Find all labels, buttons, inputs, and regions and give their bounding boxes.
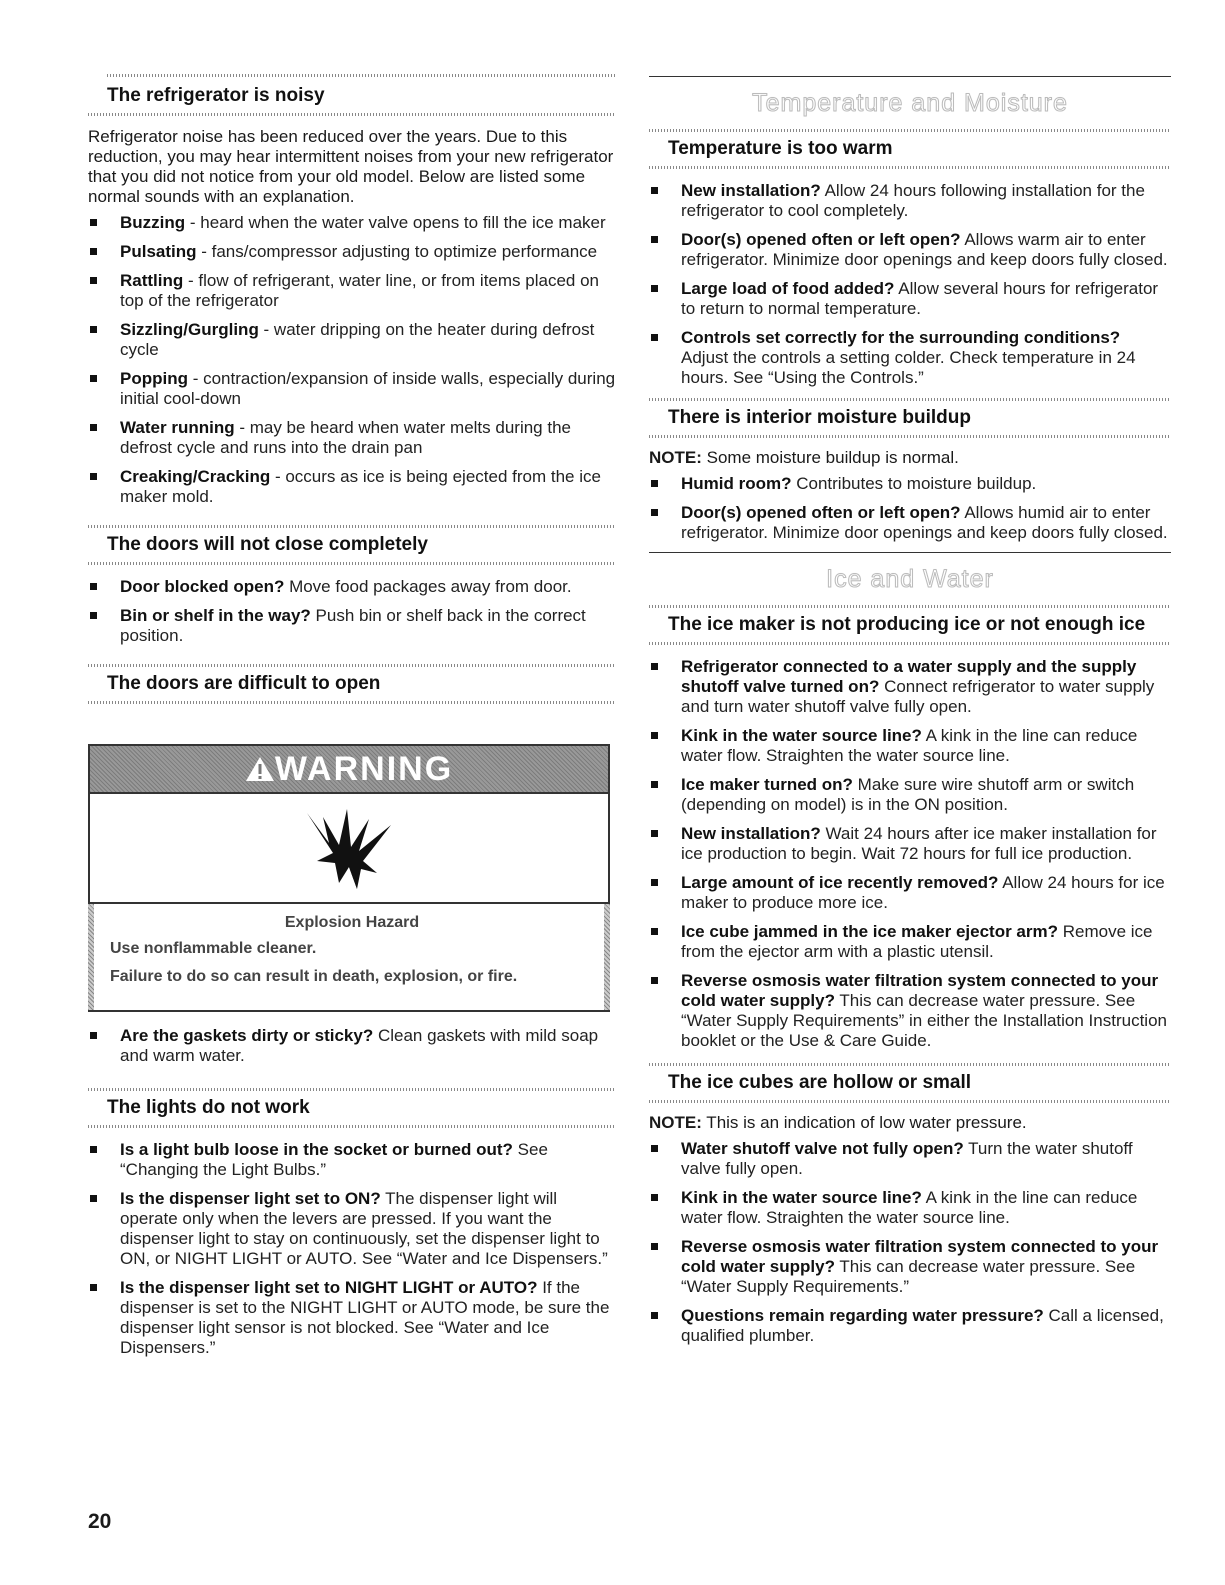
dotted-rule — [88, 562, 616, 565]
warning-body — [90, 904, 608, 1010]
noisy-list — [88, 213, 616, 507]
list-item: New installation? Wait 24 hours after ice maker installation for ice production to begin. Wait 72 hours for full ice production. — [649, 824, 1171, 864]
list-item: Water shutoff valve not fully open? Turn the water shutoff valve fully open. — [649, 1139, 1171, 1179]
page-number: 20 — [88, 1510, 112, 1533]
list-item: Refrigerator connected to a water supply and the supply shutoff valve turned on? Connect refrigerator to water supply and turn water shutoff valve fully open. — [649, 657, 1171, 717]
icemaker-list — [649, 657, 1171, 1051]
list-item: Large amount of ice recently removed? Allow 24 hours for ice maker to produce more ice. — [649, 873, 1171, 913]
lights-list — [88, 1140, 616, 1358]
list-item: Are the gaskets dirty or sticky? Clean gaskets with mild soap and warm water. — [88, 1026, 616, 1066]
dotted-rule — [649, 642, 1171, 645]
list-item: Popping - contraction/expansion of inside walls, especially during initial cool-down — [88, 369, 616, 409]
warning-line-2: Failure to do so can result in death, explosion, or fire. — [110, 968, 518, 985]
list-item: Is a light bulb loose in the socket or burned out? See “Changing the Light Bulbs.” — [88, 1140, 616, 1180]
list-item: Water running - may be heard when water melts during the defrost cycle and runs into the drain pan — [88, 418, 616, 458]
moisture-note: NOTE: Some moisture buildup is normal. — [649, 448, 959, 467]
list-item: Kink in the water source line? A kink in the line can reduce water flow. Straighten the water source line. — [649, 1188, 1171, 1228]
category-band-ice — [649, 552, 1171, 605]
warning-triangle-icon — [245, 755, 275, 783]
dotted-rule — [649, 166, 1171, 169]
dotted-rule — [649, 435, 1171, 438]
section-title-doors-close: The doors will not close completely — [107, 534, 428, 555]
section-header — [88, 77, 616, 113]
list-item: Rattling - flow of refrigerant, water line, or from items placed on top of the refrigerator — [88, 271, 616, 311]
warning-pictogram — [90, 794, 608, 904]
list-item: Door(s) opened often or left open? Allows humid air to enter refrigerator. Minimize door openings and keep doors fully closed. — [649, 503, 1171, 543]
section-title-hollow: The ice cubes are hollow or small — [668, 1072, 972, 1093]
list-item: Creaking/Cracking - occurs as ice is being ejected from the ice maker mold. — [88, 467, 616, 507]
list-item: Buzzing - heard when the water valve opens to fill the ice maker — [88, 213, 616, 233]
list-item: Humid room? Contributes to moisture buildup. — [649, 474, 1171, 494]
warning-word: WARNING — [274, 749, 454, 788]
warning-header — [90, 746, 608, 794]
warning-box — [88, 744, 610, 1012]
category-band-temperature — [649, 76, 1171, 129]
section-title-doors-open: The doors are difficult to open — [107, 673, 381, 694]
warning-line-1: Use nonflammable cleaner. — [110, 940, 317, 957]
section-header — [88, 528, 616, 562]
list-item: Ice cube jammed in the ice maker ejector arm? Remove ice from the ejector arm with a plastic utensil. — [649, 922, 1171, 962]
dotted-rule — [649, 1100, 1171, 1103]
section-title-moisture: There is interior moisture buildup — [668, 407, 971, 428]
section-title-warm: Temperature is too warm — [668, 138, 893, 159]
left-column — [88, 0, 616, 1367]
warning-hazard: Explosion Hazard — [284, 914, 420, 931]
category-title: Ice and Water — [826, 564, 994, 593]
list-item: Reverse osmosis water filtration system connected to your cold water supply? This can decrease water pressure. See “Water Supply Requirements.” — [649, 1237, 1171, 1297]
list-item: Is the dispenser light set to ON? The dispenser light will operate only when the levers are pressed. If you want the dispenser light to stay on continuously, set the dispenser light to ON, or NIGHT LIGHT or AUTO. See “Water and Ice Dispensers.” — [88, 1189, 616, 1269]
hollow-list — [649, 1139, 1171, 1346]
doors-close-list — [88, 577, 616, 646]
section-header — [649, 132, 1171, 166]
moisture-list — [649, 474, 1171, 543]
list-item: Sizzling/Gurgling - water dripping on the heater during defrost cycle — [88, 320, 616, 360]
hollow-note: NOTE: This is an indication of low water pressure. — [649, 1113, 1027, 1132]
right-column — [649, 0, 1171, 1355]
list-item: Questions remain regarding water pressure? Call a licensed, qualified plumber. — [649, 1306, 1171, 1346]
list-item: Reverse osmosis water filtration system connected to your cold water supply? This can decrease water pressure. See “Water Supply Requirements” in either the Installation Instruction booklet or the Use & Care Guide. — [649, 971, 1171, 1051]
dotted-rule — [88, 1125, 616, 1128]
dotted-rule — [88, 701, 616, 704]
list-item: New installation? Allow 24 hours following installation for the refrigerator to cool completely. — [649, 181, 1171, 221]
section-header — [88, 1091, 616, 1125]
section-title-lights: The lights do not work — [107, 1097, 310, 1118]
section-header — [649, 401, 1171, 435]
noisy-intro: Refrigerator noise has been reduced over the years. Due to this reduction, you may hear intermittent noises from your new refrigerator that you did not notice from your old model. Below are listed some normal sounds with an explanation. — [88, 127, 614, 206]
list-item: Controls set correctly for the surrounding conditions? Adjust the controls a setting colder. Check temperature in 24 hours. See “Using the Controls.” — [649, 328, 1171, 388]
list-item: Kink in the water source line? A kink in the line can reduce water flow. Straighten the water source line. — [649, 726, 1171, 766]
dotted-rule — [88, 113, 616, 116]
list-item: Ice maker turned on? Make sure wire shutoff arm or switch (depending on model) is in the ON position. — [649, 775, 1171, 815]
section-header — [649, 1066, 1171, 1100]
section-title-noisy: The refrigerator is noisy — [107, 85, 325, 106]
list-item: Pulsating - fans/compressor adjusting to optimize performance — [88, 242, 616, 262]
section-header — [88, 667, 616, 701]
warm-list — [649, 181, 1171, 388]
section-title-icemaker: The ice maker is not producing ice or not enough ice — [668, 614, 1146, 635]
list-item: Large load of food added? Allow several hours for refrigerator to return to normal temperature. — [649, 279, 1171, 319]
section-header — [649, 608, 1171, 642]
category-title: Temperature and Moisture — [752, 88, 1068, 117]
list-item: Is the dispenser light set to NIGHT LIGHT or AUTO? If the dispenser is set to the NIGHT LIGHT or AUTO mode, be sure the dispenser light sensor is not blocked. See “Water and Ice Dispensers.” — [88, 1278, 616, 1358]
gaskets-list — [88, 1026, 616, 1066]
list-item: Door(s) opened often or left open? Allows warm air to enter refrigerator. Minimize door openings and keep doors fully closed. — [649, 230, 1171, 270]
list-item: Door blocked open? Move food packages away from door. — [88, 577, 616, 597]
explosion-icon — [299, 803, 399, 893]
list-item: Bin or shelf in the way? Push bin or shelf back in the correct position. — [88, 606, 616, 646]
